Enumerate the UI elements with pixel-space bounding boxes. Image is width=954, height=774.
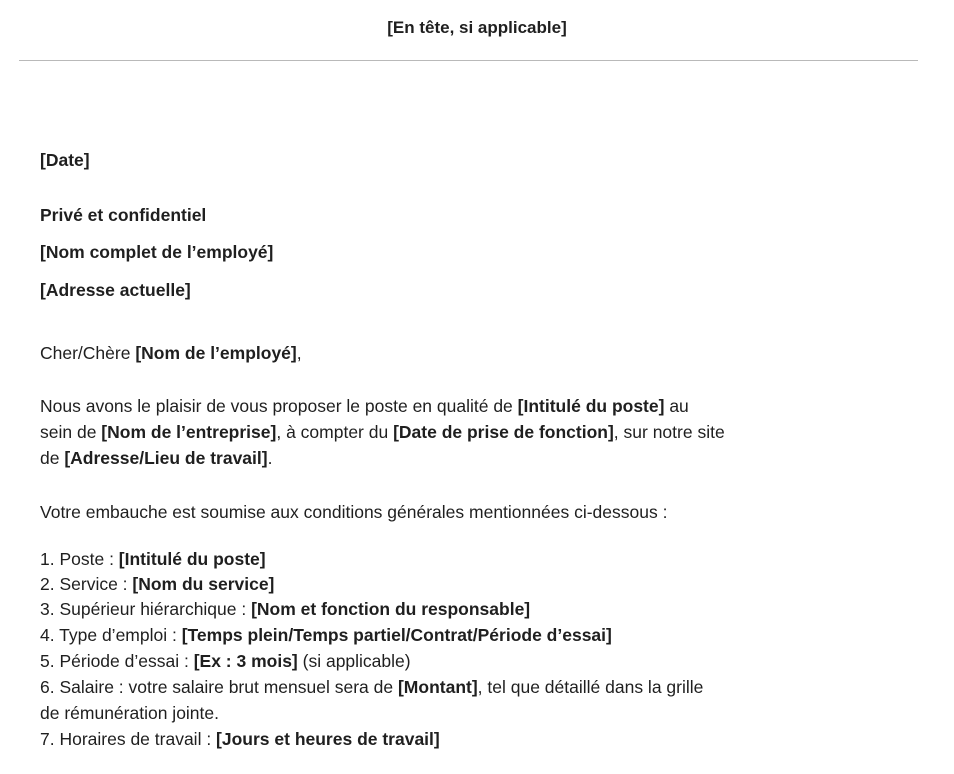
- greeting: Cher/Chère [Nom de l’employé],: [40, 343, 302, 363]
- condition-item: 1. Poste : [Intitulé du poste]: [40, 549, 266, 569]
- confidential-label: Privé et confidentiel: [40, 205, 207, 225]
- employee-full-name: [Nom complet de l’employé]: [40, 242, 274, 262]
- conditions-intro: Votre embauche est soumise aux conditions générales mentionnées ci-dessous :: [40, 502, 668, 522]
- condition-item: 6. Salaire : votre salaire brut mensuel sera de [Montant], tel que détaillé dans la grille: [40, 677, 704, 697]
- condition-item: 4. Type d’emploi : [Temps plein/Temps partiel/Contrat/Période d’essai]: [40, 625, 612, 645]
- employee-address: [Adresse actuelle]: [40, 280, 191, 300]
- condition-item-continuation: de rémunération jointe.: [40, 703, 219, 723]
- condition-item: 5. Période d’essai : [Ex : 3 mois] (si applicable): [40, 651, 411, 671]
- intro-line-2: sein de [Nom de l’entreprise], à compter du [Date de prise de fonction], sur notre site: [40, 422, 725, 442]
- document-header: [En tête, si applicable]: [387, 18, 567, 37]
- letter-date: [Date]: [40, 150, 90, 170]
- condition-item: 3. Supérieur hiérarchique : [Nom et fonction du responsable]: [40, 599, 531, 619]
- condition-item: 7. Horaires de travail : [Jours et heures de travail]: [40, 729, 440, 749]
- intro-line-3: de [Adresse/Lieu de travail].: [40, 448, 273, 468]
- intro-line-1: Nous avons le plaisir de vous proposer le poste en qualité de [Intitulé du poste] au: [40, 396, 689, 416]
- header-divider: [19, 60, 918, 61]
- condition-item: 2. Service : [Nom du service]: [40, 574, 275, 594]
